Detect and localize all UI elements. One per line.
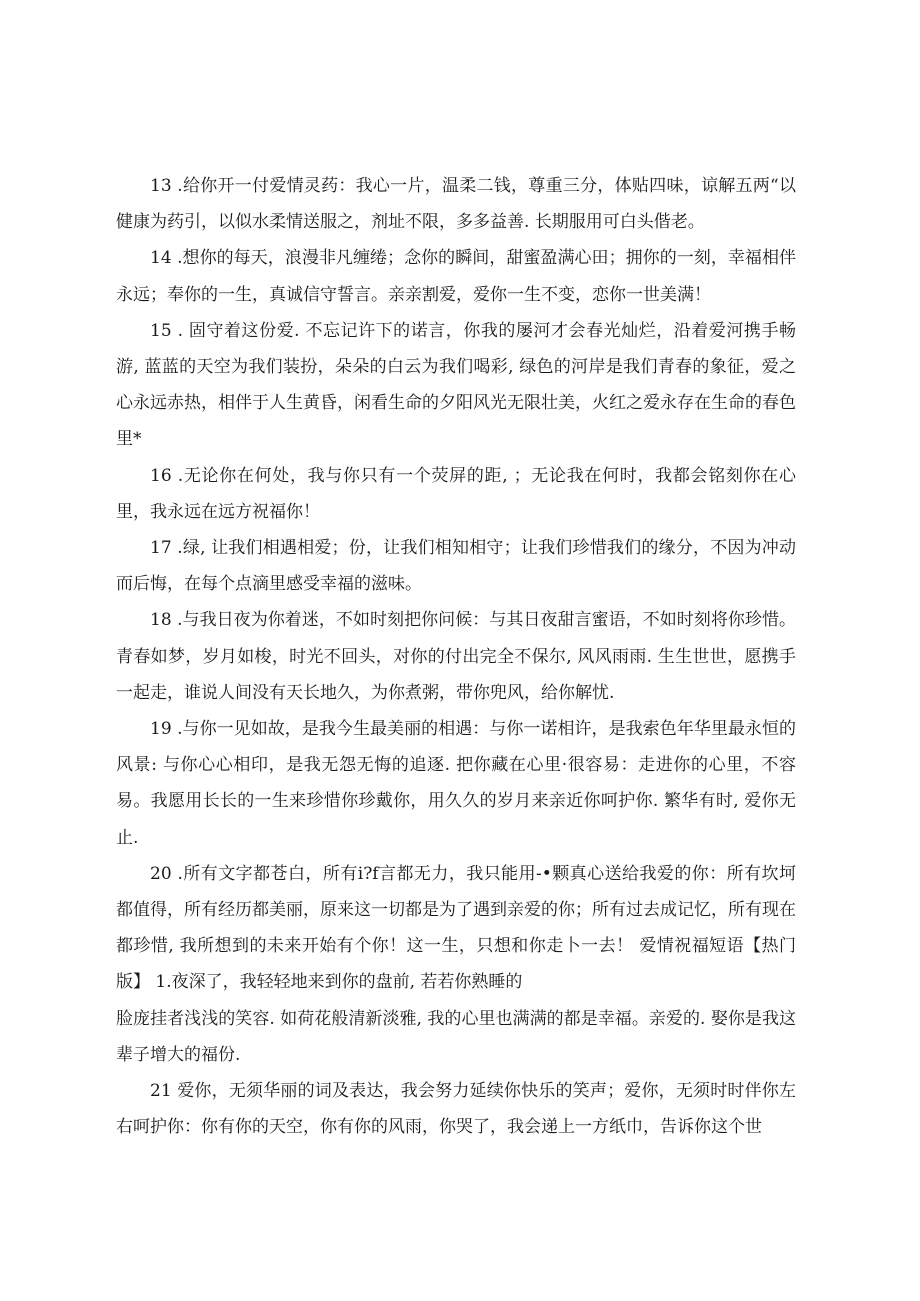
paragraph-number: 21: [150, 1081, 172, 1102]
paragraph-21: [116, 1073, 796, 1145]
paragraph-text: .无论你在何处，我与你只有一个荧屏的距, ；无论我在何时，我都会铭刻你在心里，我永远在远方祝福你！: [116, 465, 796, 522]
paragraph-continuation: 脸庞挂者浅浅的笑容. 如荷花般清新淡雅, 我的心里也满满的都是幸福。亲爱的. 娶你是我这辈子增大的福份.: [116, 1008, 796, 1065]
paragraph-19: [116, 711, 796, 856]
paragraph-20: [116, 856, 796, 1001]
paragraph-18: [116, 602, 796, 711]
paragraph-text: .所有文字都苍白，所有i?f言都无力，我只能用-•颗真心送给我爱的你：所有坎坷都值得，所有经历都美丽，原来这一切都是为了遇到亲爱的你；所有过去成记忆，所有现在都珍惜, 我所想到的未来开始有个你！这一生，只想和你走卜一去！ 爱情祝福短语【热门版】 1.夜深了，我轻轻地来到你的盘前, 若若你熟睡的: [116, 863, 796, 993]
paragraph-number: 13: [150, 176, 172, 196]
paragraph-16: [116, 458, 796, 530]
paragraph-number: 18: [150, 610, 172, 631]
paragraph-text: .给你开一付爱情灵药：我心一片，温柔二钱，尊重三分，体贴四味，谅解五两“以健康为药引，以似水柔情送服之，剂址不限，多多益善. 长期服用可白头偕老。: [116, 176, 796, 233]
paragraph-17: [116, 530, 796, 602]
paragraph-number: 14: [150, 248, 172, 269]
paragraph-number: 19: [150, 719, 172, 740]
paragraph-text: . 固守着这份爱. 不忘记许下的诺言，你我的屡河才会春光灿烂，沿着爱河携手畅游, 蓝蓝的天空为我们装扮，朵朵的白云为我们喝彩, 绿色的河岸是我们青春的象征，爱之心永远赤热，相伴于人生黄昏，闲看生命的夕阳风光无限壮美，火红之爱永存在生命的春色里*: [116, 320, 796, 450]
paragraph-number: 20: [150, 863, 172, 884]
paragraph-number: 17: [150, 538, 172, 559]
paragraph-13: [116, 168, 796, 240]
paragraph-number: 15: [150, 320, 172, 341]
paragraph-text: .与我日夜为你着迷，不如时刻把你问候：与其日夜甜言蜜语，不如时刻将你珍惜。青春如梦，岁月如梭，时光不回头，对你的付出完全不保尔, 风风雨雨. 生生世世，愿携手一起走，谁说人间没有天长地久，为你煮粥，带你兜风，给你解忧.: [116, 610, 796, 703]
paragraph-15: [116, 313, 796, 458]
paragraph-text: 爱你，无须华丽的词及表达，我会努力延续你快乐的笑声；爱你，无须时时伴你左右呵护你：你有你的天空，你有你的风雨，你哭了，我会递上一方纸巾，告诉你这个世: [116, 1081, 796, 1138]
paragraph-14: [116, 240, 796, 312]
paragraph-text: .想你的每天，浪漫非凡缠绻；念你的瞬间，甜蜜盈满心田；拥你的一刻，幸福相伴永远；奉你的一生，真诚信守誓言。亲亲割爱，爱你一生不变，恋你一世美满！: [116, 248, 796, 305]
document-body: [116, 168, 796, 1145]
paragraph-number: 16: [150, 465, 172, 486]
paragraph-text: .绿, 让我们相遇相爱；份，让我们相知相守；让我们珍惜我们的缘分，不因为冲动而后悔，在每个点滴里感受幸福的滋味。: [116, 538, 796, 595]
paragraph-text: .与你一见如故，是我今生最美丽的相遇：与你一诺相许，是我索色年华里最永恒的风景: 与你心心相印，是我无怨无悔的追逐. 把你藏在心里·很容易：走进你的心里，不容易。我愿用长长的一生来珍惜你珍戴你，用久久的岁月来亲近你呵护你. 繁华有时, 爱你无止.: [116, 719, 796, 848]
